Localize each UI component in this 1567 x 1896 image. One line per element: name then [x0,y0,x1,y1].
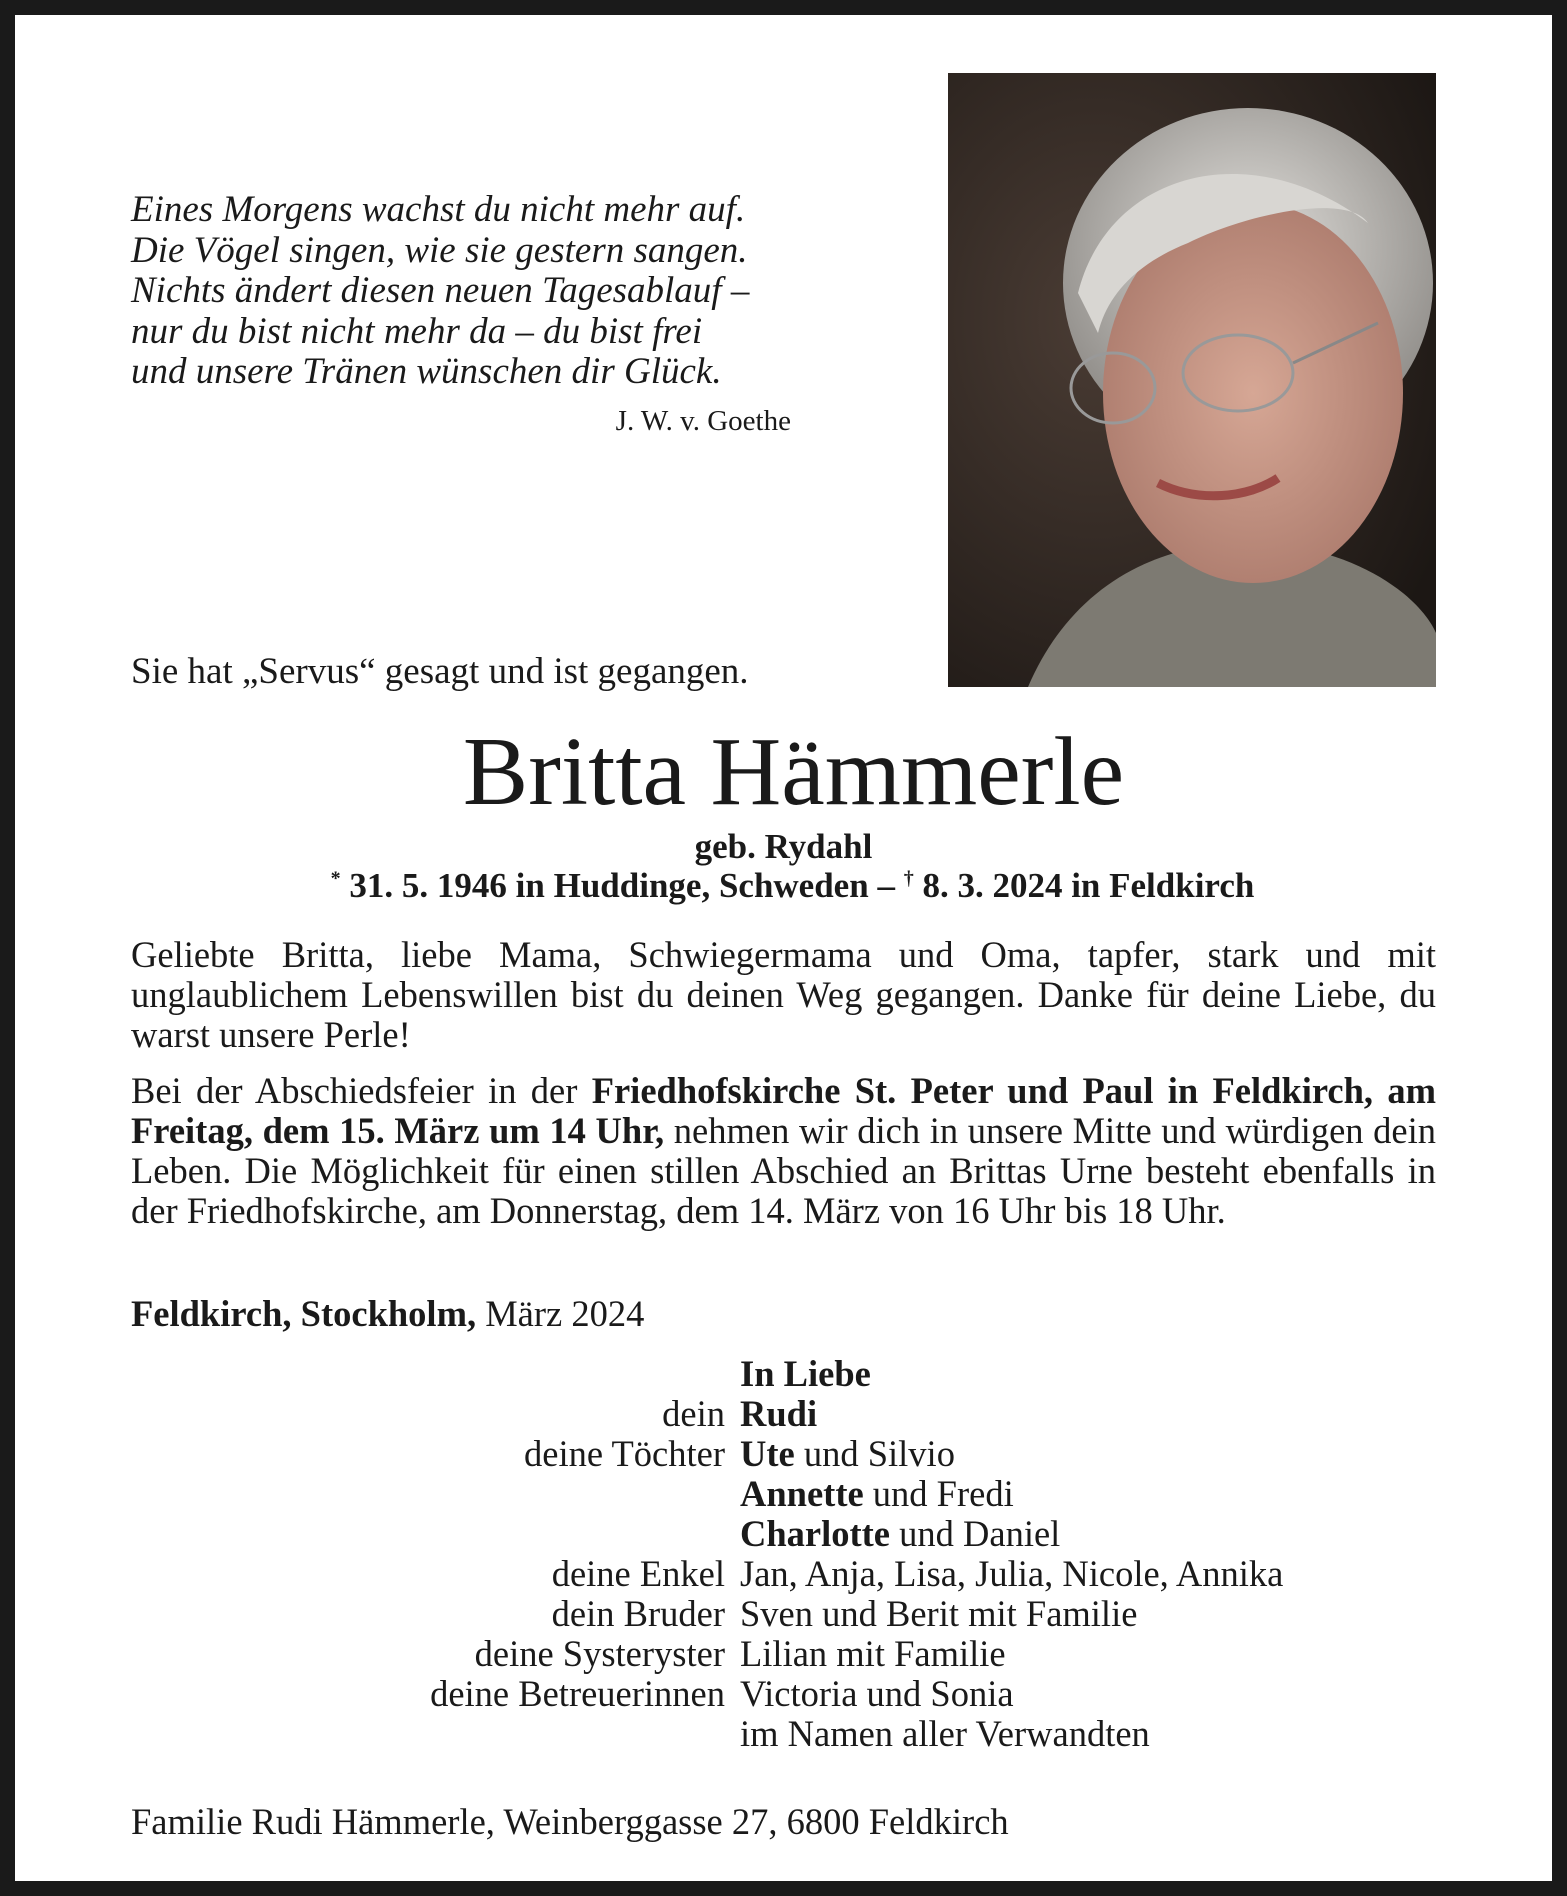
deceased-name-text: Britta Hämmerle [462,718,1125,826]
mourner-row [0,1674,1567,1714]
relation-label: dein [662,1393,725,1434]
death-symbol: † [903,867,914,890]
date-separator: – [868,866,904,905]
poem-line: Eines Morgens wachst du nicht mehr auf. [131,189,746,230]
birth-name: geb. Rydahl [694,827,873,866]
funeral-details: nehmen wir dich in unsere Mitte und würdigen dein Leben. Die Möglichkeit für einen stillen Abschied an Brittas Urne besteht ebenfalls in der Friedhofskirche, am Donnerstag, dem 14. März von 16 Uhr bis 18 Uhr. [131,1110,1436,1231]
relation-label: deine Töchter [524,1433,725,1474]
mourner-row [0,1514,1567,1554]
relation-label [0,1474,740,1514]
deceased-name [0,717,1567,827]
mourner-name: Charlotte [740,1513,891,1554]
relation-label: dein Bruder [551,1593,725,1634]
death-date: 8. 3. 2024 in Feldkirch [922,866,1255,905]
date: März 2024 [476,1293,645,1334]
relation-label: deine Enkel [551,1553,725,1594]
funeral-location-time: Friedhofskirche St. Peter und Paul in Feldkirch, am Freitag, dem 15. März um 14 Uhr, [131,1070,1436,1151]
place-date [131,1292,644,1335]
relation-label: deine Betreuerinnen [430,1673,725,1714]
birth-date: 31. 5. 1946 in Huddinge, Schweden [349,866,869,905]
family-address: Familie Rudi Hämmerle, Weinberggasse 27, 6800 Feldkirch [131,1801,1009,1842]
mourner-extra: im Namen aller Verwandten [740,1713,1150,1754]
birth-symbol: * [330,867,341,890]
dedication-paragraph: Geliebte Britta, liebe Mama, Schwiegermama und Oma, tapfer, stark und mit unglaublichem Lebenswillen bist du deinen Weg gegangen. Danke für deine Liebe, du warst unsere Perle! [131,934,1436,1055]
funeral-info-paragraph [131,1071,1436,1231]
mourner-name: Annette [740,1473,864,1514]
mourner-row [0,1394,1567,1434]
mourner-extra: Jan, Anja, Lisa, Julia, Nicole, Annika [740,1553,1284,1594]
mourner-row [0,1634,1567,1674]
signoff-heading: In Liebe [740,1353,871,1394]
mourner-extra: und Silvio [794,1433,955,1474]
mourner-row [0,1714,1567,1754]
poem-line: nur du bist nicht mehr da – du bist frei [131,310,703,352]
places: Feldkirch, Stockholm, [131,1293,477,1334]
mourner-row [0,1434,1567,1474]
relation-label: deine Systeryster [474,1633,725,1674]
mourner-extra: und Daniel [890,1513,1061,1554]
mourner-extra: Sven und Berit mit Familie [740,1593,1138,1634]
portrait-photo [948,73,1436,687]
funeral-intro: Bei der Abschiedsfeier in der [131,1070,592,1111]
relation-label [0,1514,740,1554]
mourner-row [0,1474,1567,1514]
poem-quote [131,190,801,393]
signoff-heading-row [0,1354,1567,1394]
mourner-extra: Victoria und Sonia [740,1673,1014,1714]
poem-line: und unsere Tränen wünschen dir Glück. [131,351,722,392]
mourner-name: Ute [740,1433,795,1474]
mourners-list [0,1354,1567,1754]
tagline: Sie hat „Servus“ gesagt und ist gegangen. [131,651,749,692]
mourner-name: Rudi [740,1393,818,1434]
mourner-row [0,1594,1567,1634]
mourner-row [0,1554,1567,1594]
poem-author: J. W. v. Goethe [615,405,791,437]
poem-line: Die Vögel singen, wie sie gestern sangen. [131,229,748,271]
relation-label [0,1714,740,1754]
poem-line: Nichts ändert diesen neuen Tagesablauf – [131,270,750,311]
mourner-extra: Lilian mit Familie [740,1633,1006,1674]
life-dates [0,866,1567,906]
mourner-extra: und Fredi [863,1473,1014,1514]
